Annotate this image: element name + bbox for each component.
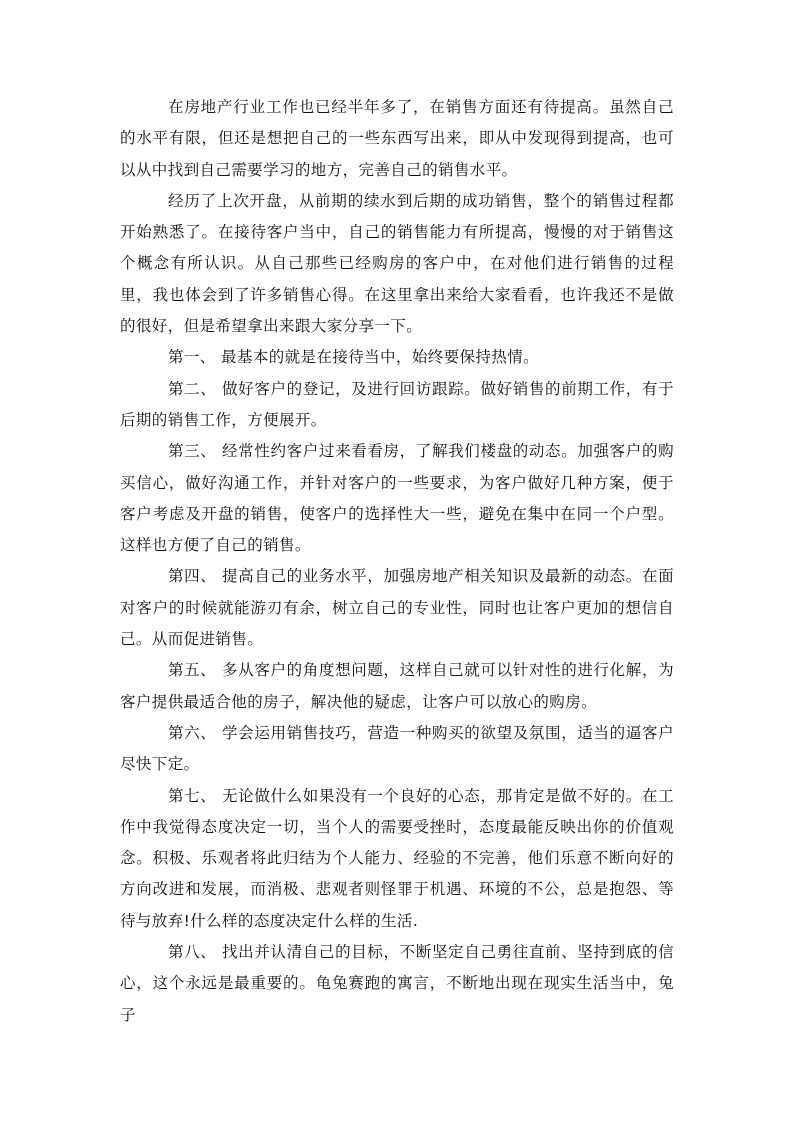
paragraph-point-1: 第一、 最基本的就是在接待当中，始终要保持热情。: [168, 348, 540, 367]
paragraph-intro: 在房地产行业工作也已经半年多了，在销售方面还有待提高。虽然自己的水平有限，但还是想把自己的一些东西写出来，即从中发现得到提高，也可以从中找到自己需要学习的地方，完善自己的销售水平。: [120, 98, 674, 179]
paragraph-point-6: 第六、 学会运用销售技巧，营造一种购买的欲望及氛围，适当的逼客户尽快下定。: [120, 723, 674, 774]
paragraph-point-7: 第七、 无论做什么如果没有一个良好的心态，那肯定是做不好的。在工作中我觉得态度决定一切，当个人的需要受挫时，态度最能反映出你的价值观念。积极、乐观者将此归结为个人能力、经验的不完善，他们乐意不断向好的方向改进和发展，而消极、悲观者则怪罪于机遇、环境的不公，总是抱怨、等待与放弃!什么样的态度决定什么样的生活.: [120, 786, 674, 930]
paragraph-point-8: 第八、 找出并认清自己的目标，不断坚定自己勇往直前、坚持到底的信心，这个永远是最重要的。龟兔赛跑的寓言，不断地出现在现实生活当中，兔子: [120, 943, 674, 1024]
paragraph-point-4: 第四、 提高自己的业务水平，加强房地产相关知识及最新的动态。在面对客户的时候就能游刃有余，树立自己的专业性，同时也让客户更加的想信自己。从而促进销售。: [120, 567, 674, 649]
paragraph-point-5: 第五、 多从客户的角度想问题，这样自己就可以针对性的进行化解，为客户提供最适合他的房子，解决他的疑虑，让客户可以放心的购房。: [120, 661, 674, 711]
paragraph-experience: 经历了上次开盘，从前期的续水到后期的成功销售，整个的销售过程都开始熟悉了。在接待客户当中，自己的销售能力有所提高，慢慢的对于销售这个概念有所认识。从自己那些已经购房的客户中，在对他们进行销售的过程里，我也体会到了许多销售心得。在这里拿出来给大家看看，也许我还不是做的很好，但是希望拿出来跟大家分享一下。: [120, 191, 674, 336]
paragraph-point-3: 第三、 经常性约客户过来看看房，了解我们楼盘的动态。加强客户的购买信心，做好沟通工作，并针对客户的一些要求，为客户做好几种方案，便于客户考虑及开盘的销售，使客户的选择性大一些，避免在集中在同一个户型。这样也方便了自己的销售。: [120, 442, 674, 555]
paragraph-point-2: 第二、 做好客户的登记，及进行回访跟踪。做好销售的前期工作，有于后期的销售工作，方便展开。: [120, 379, 674, 429]
